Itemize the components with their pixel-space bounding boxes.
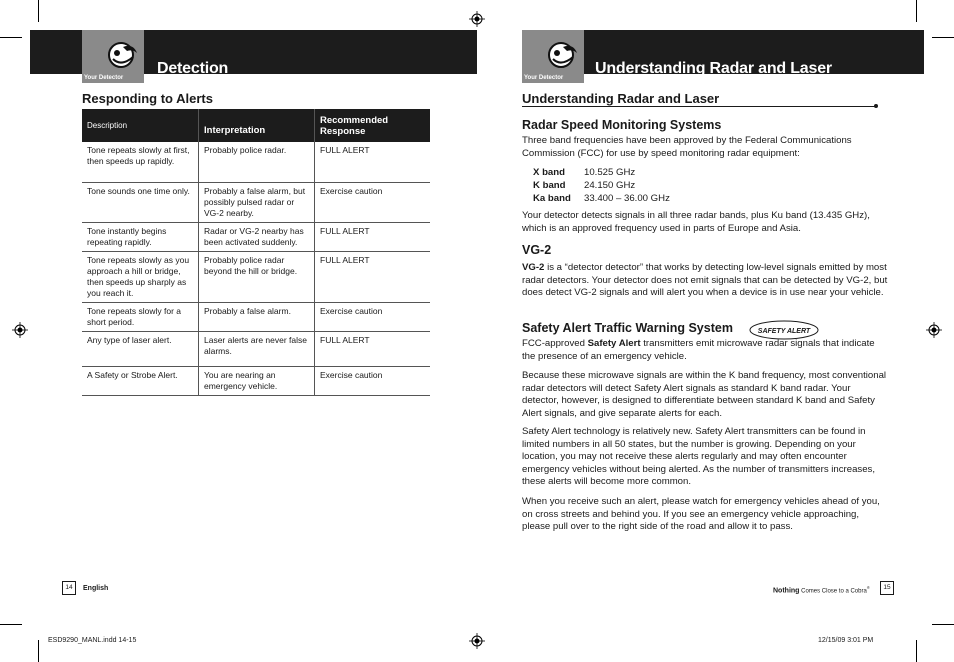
cell-description: Tone sounds one time only. (82, 182, 199, 222)
band-name: K band (533, 180, 566, 191)
page-number: 14 (62, 581, 76, 595)
cell-interpretation: Probably police radar. (199, 142, 315, 182)
table-row (82, 302, 430, 331)
table-row (82, 251, 430, 302)
crop-mark (0, 624, 22, 625)
footer-slogan (773, 585, 870, 594)
cell-interpretation: Probably a false alarm, but possibly pulsed radar or VG-2 nearby. (199, 182, 315, 222)
band-row (533, 166, 635, 179)
cell-response: Exercise caution (315, 182, 431, 222)
cell-response: Exercise caution (315, 302, 431, 331)
table-header-row (82, 109, 430, 142)
detector-icon (543, 35, 583, 75)
section-rule (522, 106, 876, 107)
registration-mark-icon (469, 633, 485, 649)
page-title: Understanding Radar and Laser (595, 60, 832, 77)
crop-mark (916, 0, 917, 22)
right-header-icon-box (522, 30, 584, 83)
crop-mark (38, 640, 39, 662)
cell-interpretation: Probably police radar beyond the hill or bridge. (199, 251, 315, 302)
cell-interpretation: You are nearing an emergency vehicle. (199, 366, 315, 395)
vg2-text: is a “detector detector” that works by detecting low-level signals emitted by most radar detectors. Your detector does not emit signals that can be detected by VG-2, but does detect VG-2 signals and will alert you when a device is in use near your vehicle. (522, 262, 888, 299)
crop-mark (932, 37, 954, 38)
column-header-interpretation: Interpretation (199, 109, 315, 142)
slogan-trademark: ® (866, 585, 870, 590)
radar-heading: Radar Speed Monitoring Systems (522, 118, 722, 132)
vg2-paragraph (522, 262, 888, 300)
band-freq: 10.525 GHz (584, 167, 636, 178)
cell-response: FULL ALERT (315, 331, 431, 366)
footer-language: English (83, 585, 109, 592)
column-header-response: Recommended Response (315, 109, 431, 142)
registration-mark-icon (926, 322, 942, 338)
table-row (82, 331, 430, 366)
table-row (82, 182, 430, 222)
safety-p1-start: FCC-approved (522, 338, 588, 349)
slogan-bold: Nothing (773, 587, 800, 595)
table-row (82, 142, 430, 182)
registration-mark-icon (12, 322, 28, 338)
cell-response: FULL ALERT (315, 222, 431, 251)
band-name: Ka band (533, 193, 571, 204)
radar-intro: Three band frequencies have been approved by the Federal Communications Commission (FCC) for use by speed monitoring radar equipment: (522, 135, 852, 159)
header-icon-label: Your Detector (84, 75, 124, 81)
section-title: Responding to Alerts (82, 91, 213, 106)
alerts-table (82, 109, 430, 396)
header-icon-label: Your Detector (524, 75, 564, 81)
page-number: 15 (880, 581, 894, 595)
cell-description: Tone repeats slowly as you approach a hill or bridge, then speeds up sharply as you reach it. (82, 251, 199, 302)
cell-description: Tone repeats slowly for a short period. (82, 302, 199, 331)
slug-filename: ESD9290_MANL.indd 14-15 (48, 637, 137, 644)
slogan-rest: Comes Close to a Cobra (799, 588, 867, 595)
cell-response: FULL ALERT (315, 251, 431, 302)
band-freq: 33.400 – 36.00 GHz (584, 193, 670, 204)
table-row (82, 222, 430, 251)
band-row (533, 179, 635, 192)
cell-description: Any type of laser alert. (82, 331, 199, 366)
crop-mark (38, 0, 39, 22)
safety-p1-bold: Safety Alert (587, 338, 641, 349)
registration-mark-icon (469, 11, 485, 27)
cell-interpretation: Laser alerts are never false alarms. (199, 331, 315, 366)
detector-icon (103, 35, 143, 75)
safety-p1-end: transmitters emit microwave radar signals that indicate the presence of an emergency vehicle. (522, 338, 875, 362)
cell-description: A Safety or Strobe Alert. (82, 366, 199, 395)
rule-dot (874, 104, 878, 108)
vg2-lead: VG-2 (522, 262, 545, 273)
section-title: Understanding Radar and Laser (522, 91, 720, 106)
cell-response: Exercise caution (315, 366, 431, 395)
safety-paragraph-1 (522, 338, 888, 363)
vg2-heading: VG-2 (522, 243, 552, 257)
slug-date: 12/15/09 3:01 PM (818, 637, 874, 644)
safety-heading: Safety Alert Traffic Warning System (522, 321, 733, 335)
band-freq: 24.150 GHz (584, 180, 636, 191)
cell-description: Tone repeats slowly at first, then speeds up rapidly. (82, 142, 199, 182)
left-header-icon-box (82, 30, 144, 83)
safety-logo-text: SAFETY ALERT (757, 328, 811, 335)
band-row (533, 192, 670, 205)
cell-description: Tone instantly begins repeating rapidly. (82, 222, 199, 251)
band-name: X band (533, 167, 565, 178)
crop-mark (916, 640, 917, 662)
safety-paragraph-2: Because these microwave signals are within the K band frequency, most conventional radar detectors will detect Safety Alert signals as standard K band radar. Your detector, however, is designed to differentiate between standard K band and Safety Alert signals, and give separate alerts for each. (522, 370, 887, 419)
cell-interpretation: Radar or VG-2 nearby has been activated suddenly. (199, 222, 315, 251)
table-row (82, 366, 430, 395)
page-title: Detection (157, 60, 229, 77)
radar-outro: Your detector detects signals in all three radar bands, plus Ku band (13.435 GHz), which is an approved frequency used in parts of Europe and Asia. (522, 210, 870, 234)
safety-paragraph-4: When you receive such an alert, please watch for emergency vehicles ahead of you, on cross streets and behind you. If you see an emergency vehicle approaching, please pull over to the right side of the road and allow it to pass. (522, 496, 880, 533)
column-header-description: Description (82, 109, 199, 142)
crop-mark (932, 624, 954, 625)
cell-response: FULL ALERT (315, 142, 431, 182)
cell-interpretation: Probably a false alarm. (199, 302, 315, 331)
safety-paragraph-3: Safety Alert technology is relatively new. Safety Alert transmitters can be found in limited numbers in all 50 states, but the number is growing. Depending on your location, you may not receive these alerts regularly and may often encounter emergency vehicles without being alerted. As the number of transmitters increases, these alerts will become more common. (522, 426, 876, 488)
crop-mark (0, 37, 22, 38)
